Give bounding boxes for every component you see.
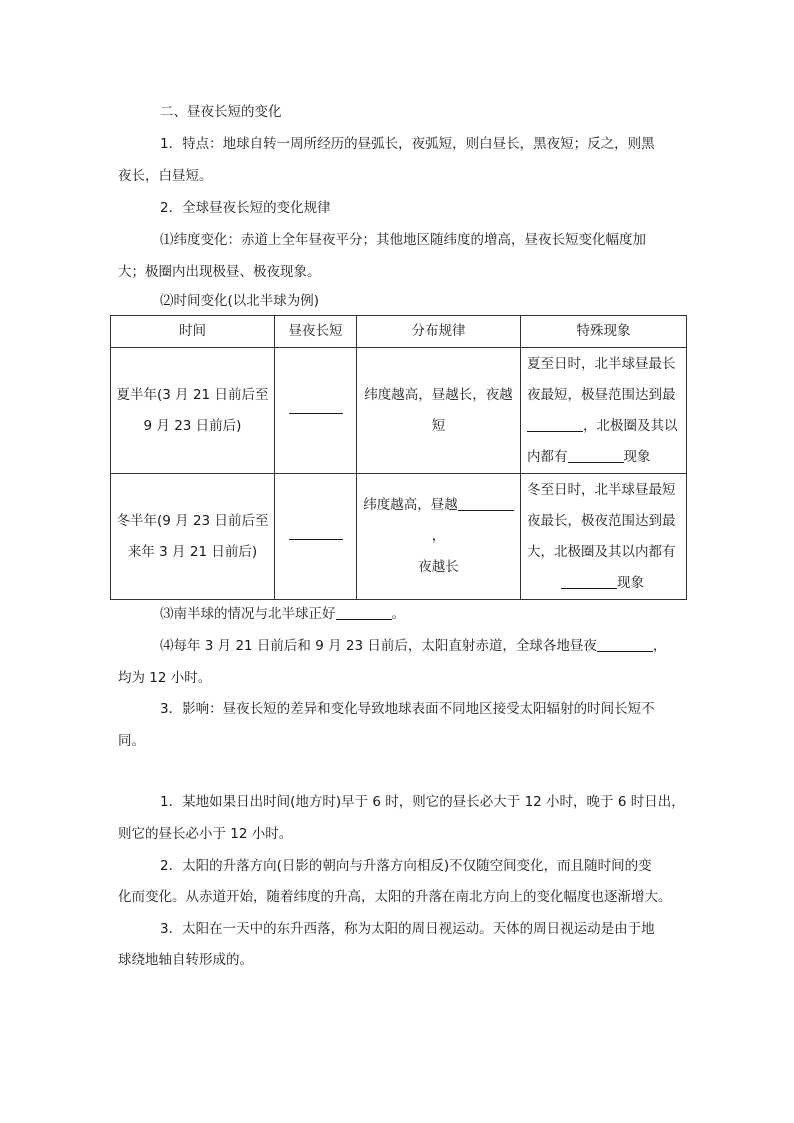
cell-special: 夏至日时，北半球昼最长 夜最短，极昼范围达到最 ，北极圈及其以 内都有 现象 bbox=[521, 348, 687, 474]
day-night-table bbox=[110, 315, 687, 600]
section-heading: 二、昼夜长短的变化 bbox=[160, 104, 282, 120]
note-1-line-1: 1．某地如果日出时间(地方时)早于 6 时，则它的昼长必大于 12 小时，晚于 6 时日出， bbox=[160, 794, 685, 810]
table-row-summer bbox=[111, 348, 687, 474]
header-distribution: 分布规律 bbox=[357, 316, 521, 348]
header-time: 时间 bbox=[111, 316, 275, 348]
cell-day-length-blank[interactable] bbox=[275, 474, 357, 600]
note-1-line-2: 则它的昼长必小于 12 小时。 bbox=[118, 826, 293, 842]
header-special: 特殊现象 bbox=[521, 316, 687, 348]
fill-blank[interactable] bbox=[458, 496, 514, 511]
paragraph-2: 2．全球昼夜长短的变化规律 bbox=[160, 200, 331, 216]
note-3-line-2: 球绕地轴自转形成的。 bbox=[118, 952, 253, 968]
paragraph-5-line-2: 同。 bbox=[118, 733, 145, 749]
table-header-row bbox=[111, 316, 687, 348]
paragraph-4-line-2: 均为 12 小时。 bbox=[118, 670, 212, 686]
paragraph-2-1-line-2: 大；极圈内出现极昼、极夜现象。 bbox=[118, 264, 321, 280]
cell-day-length-blank[interactable] bbox=[275, 348, 357, 474]
fill-blank[interactable] bbox=[568, 448, 624, 463]
cell-distribution: 纬度越高，昼越长，夜越 短 bbox=[357, 348, 521, 474]
fill-blank[interactable] bbox=[597, 635, 653, 652]
paragraph-1-line-2: 夜长，白昼短。 bbox=[118, 168, 213, 184]
cell-distribution: 纬度越高，昼越， 夜越长 bbox=[357, 474, 521, 600]
paragraph-2-1-line-1: ⑴纬度变化：赤道上全年昼夜平分；其他地区随纬度的增高，昼夜长短变化幅度加 bbox=[160, 232, 646, 248]
paragraph-4-line-1: ⑷每年 3 月 21 日前后和 9 月 23 日前后，太阳直射赤道，全球各地昼夜 ， bbox=[160, 630, 730, 662]
fill-blank[interactable] bbox=[527, 417, 583, 432]
paragraph-2-2: ⑵时间变化(以北半球为例) bbox=[160, 293, 320, 309]
table-row-winter bbox=[111, 474, 687, 600]
paragraph-3: ⑶南半球的情况与北半球正好 。 bbox=[160, 598, 730, 630]
note-2-line-1: 2．太阳的升落方向(日影的朝向与升落方向相反)不仅随空间变化，而且随时间的变 bbox=[160, 858, 652, 874]
fill-blank[interactable] bbox=[336, 603, 392, 620]
fill-blank[interactable] bbox=[561, 574, 617, 589]
note-2-line-2: 化而变化。从赤道开始，随着纬度的升高，太阳的升落在南北方向上的变化幅度也逐渐增大。 bbox=[118, 889, 672, 905]
paragraph-5-line-1: 3．影响：昼夜长短的差异和变化导致地球表面不同地区接受太阳辐射的时间长短不 bbox=[160, 701, 655, 717]
header-day-length: 昼夜长短 bbox=[275, 316, 357, 348]
cell-special: 冬至日时，北半球昼最短 夜最长，极夜范围达到最 大，北极圈及其以内都有 现象 bbox=[521, 474, 687, 600]
cell-time: 冬半年(9 月 23 日前后至 来年 3 月 21 日前后) bbox=[111, 474, 275, 600]
paragraph-1-line-1: 1．特点：地球自转一周所经历的昼弧长，夜弧短，则白昼长，黑夜短；反之，则黑 bbox=[160, 136, 655, 152]
note-3-line-1: 3．太阳在一天中的东升西落，称为太阳的周日视运动。天体的周日视运动是由于地 bbox=[160, 921, 655, 937]
cell-time: 夏半年(3 月 21 日前后至 9 月 23 日前后) bbox=[111, 348, 275, 474]
